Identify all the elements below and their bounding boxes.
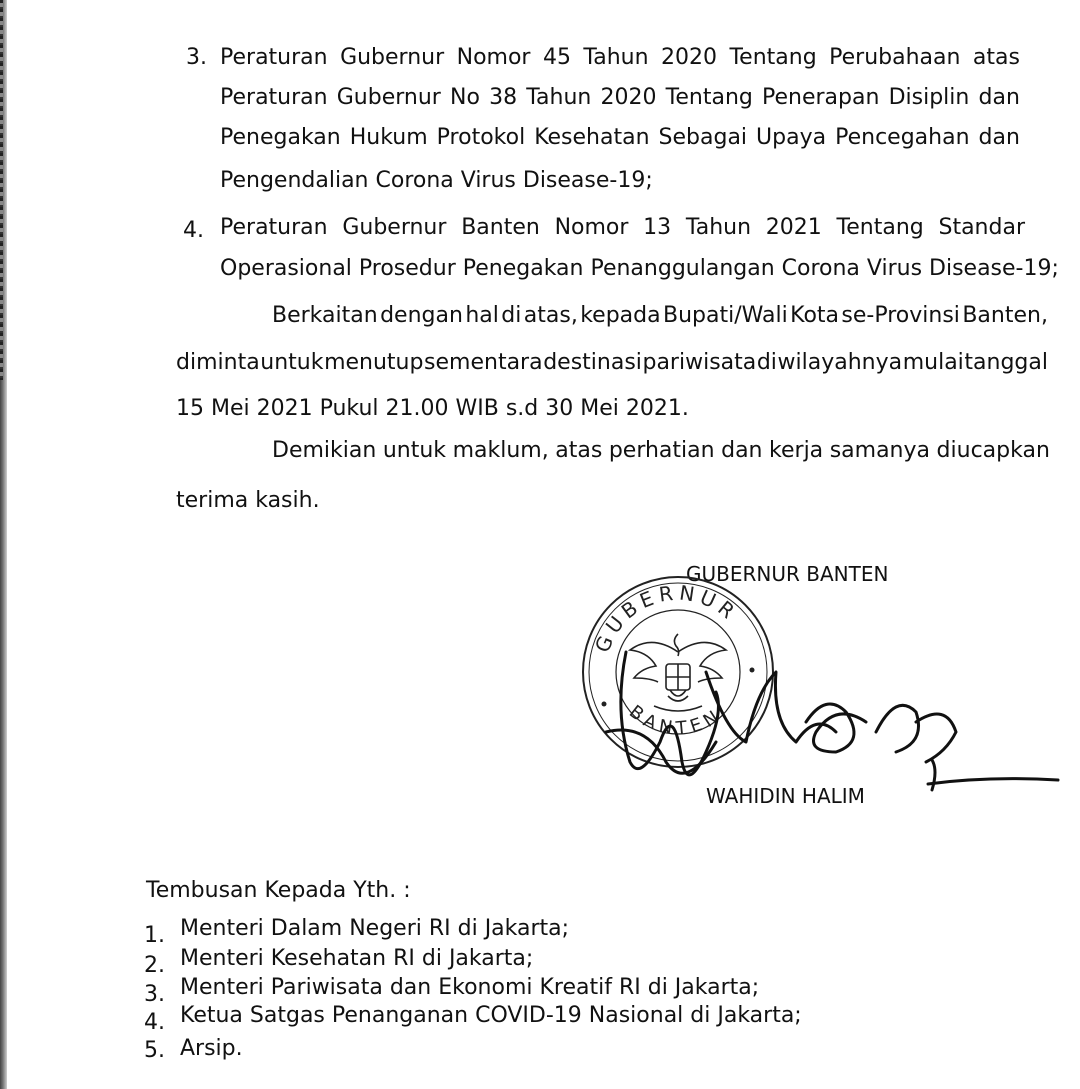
- word: Peraturan: [220, 85, 328, 110]
- word: 45: [542, 45, 571, 70]
- word: hal: [465, 303, 499, 328]
- word: 13: [643, 215, 672, 240]
- word: Pencegahan: [835, 125, 970, 150]
- regulation-number: 4.: [183, 218, 204, 243]
- word: kerja: [769, 438, 824, 463]
- word: Peraturan: [220, 215, 328, 240]
- word: No: [450, 85, 480, 110]
- word: Hukum: [349, 125, 428, 150]
- word: Protokol: [436, 125, 526, 150]
- regulation-4-line-1: [220, 217, 1025, 239]
- word: Peraturan: [220, 45, 328, 70]
- word: Tentang: [729, 45, 817, 70]
- cc-item: Menteri Dalam Negeri RI di Jakarta;: [180, 916, 570, 941]
- word: kepada: [580, 303, 661, 328]
- word: perhatian: [608, 438, 715, 463]
- word: wilayahnya: [777, 350, 903, 375]
- word: Tahun: [526, 85, 592, 110]
- signatory-title: GUBERNUR BANTEN: [686, 562, 889, 586]
- word: Nomor: [554, 215, 629, 240]
- word: Standar: [938, 215, 1025, 240]
- word: samanya: [829, 438, 931, 463]
- word: Nomor: [456, 45, 531, 70]
- word: Banten,: [962, 303, 1048, 328]
- cc-item-number: 1.: [144, 923, 165, 948]
- word: 38: [489, 85, 518, 110]
- word: Kesehatan: [534, 125, 650, 150]
- regulation-3-line-1: [220, 47, 1020, 69]
- word: Penegakan: [220, 125, 341, 150]
- paragraph-1-line-1: [272, 305, 1048, 327]
- word: Tentang: [665, 85, 753, 110]
- word: Penerapan: [762, 85, 880, 110]
- word: pariwisata: [642, 350, 757, 375]
- word: Kota: [790, 303, 840, 328]
- word: untuk: [260, 350, 324, 375]
- word: Gubernur: [342, 215, 447, 240]
- word: Demikian: [272, 438, 377, 463]
- cc-item-number: 2.: [144, 953, 165, 978]
- paragraph-2-line-2: terima kasih.: [176, 488, 320, 513]
- word: Gubernur: [336, 85, 441, 110]
- word: dan: [978, 85, 1020, 110]
- word: di: [756, 350, 777, 375]
- word: Tahun: [685, 215, 752, 240]
- cc-item-number: 5.: [144, 1038, 165, 1063]
- paragraph-1-line-2: [176, 352, 1048, 374]
- regulation-4-line-2: Operasional Prosedur Penegakan Penanggulangan Corona Virus Disease-19;: [220, 256, 1059, 281]
- word: Banten: [461, 215, 540, 240]
- word: diminta: [176, 350, 260, 375]
- cc-item: Menteri Pariwisata dan Ekonomi Kreatif RI di Jakarta;: [180, 975, 760, 1000]
- cc-item: Arsip.: [180, 1036, 243, 1061]
- signatory-name: WAHIDIN HALIM: [706, 784, 865, 808]
- word: Sebagai: [658, 125, 748, 150]
- word: diucapkan: [936, 438, 1050, 463]
- word: tanggal: [964, 350, 1048, 375]
- word: 2020: [661, 45, 717, 70]
- regulation-number: 3.: [186, 45, 207, 70]
- regulation-3-line-3: [220, 127, 1020, 149]
- cc-item-number: 3.: [144, 982, 165, 1007]
- word: menutup: [324, 350, 424, 375]
- cc-item: Menteri Kesehatan RI di Jakarta;: [180, 946, 534, 971]
- word: sementara: [424, 350, 543, 375]
- seal-text-bottom: BANTEN: [625, 701, 727, 740]
- word: dan: [978, 125, 1020, 150]
- word: Tahun: [583, 45, 649, 70]
- word: atas,: [523, 303, 578, 328]
- word: di: [501, 303, 522, 328]
- paragraph-1-line-3: 15 Mei 2021 Pukul 21.00 WIB s.d 30 Mei 2021.: [176, 396, 689, 421]
- cc-item: Ketua Satgas Penanganan COVID-19 Nasional di Jakarta;: [180, 1003, 802, 1028]
- word: Berkaitan: [272, 303, 378, 328]
- word: 2020: [600, 85, 657, 110]
- word: mulai: [902, 350, 964, 375]
- regulation-3-line-2: [220, 87, 1020, 109]
- paragraph-2-line-1: [272, 440, 1050, 462]
- cc-item-number: 4.: [144, 1010, 165, 1035]
- seal-text-top: GUBERNUR: [590, 580, 744, 656]
- word: Tentang: [836, 215, 924, 240]
- word: maklum,: [452, 438, 549, 463]
- word: destinasi: [543, 350, 642, 375]
- word: untuk: [382, 438, 447, 463]
- word: Disiplin: [888, 85, 970, 110]
- word: atas: [555, 438, 603, 463]
- word: Upaya: [756, 125, 827, 150]
- word: 2021: [765, 215, 822, 240]
- cc-heading: Tembusan Kepada Yth. :: [146, 878, 411, 903]
- handwritten-signature: [586, 612, 1066, 812]
- word: Gubernur: [340, 45, 445, 70]
- word: se-Provinsi: [841, 303, 960, 328]
- word: dengan: [380, 303, 463, 328]
- word: Bupati/Wali: [663, 303, 788, 328]
- scan-edge-texture: [0, 0, 3, 380]
- word: atas: [972, 45, 1020, 70]
- word: Perubahaan: [829, 45, 961, 70]
- word: dan: [721, 438, 763, 463]
- regulation-3-line-4: Pengendalian Corona Virus Disease-19;: [220, 168, 653, 193]
